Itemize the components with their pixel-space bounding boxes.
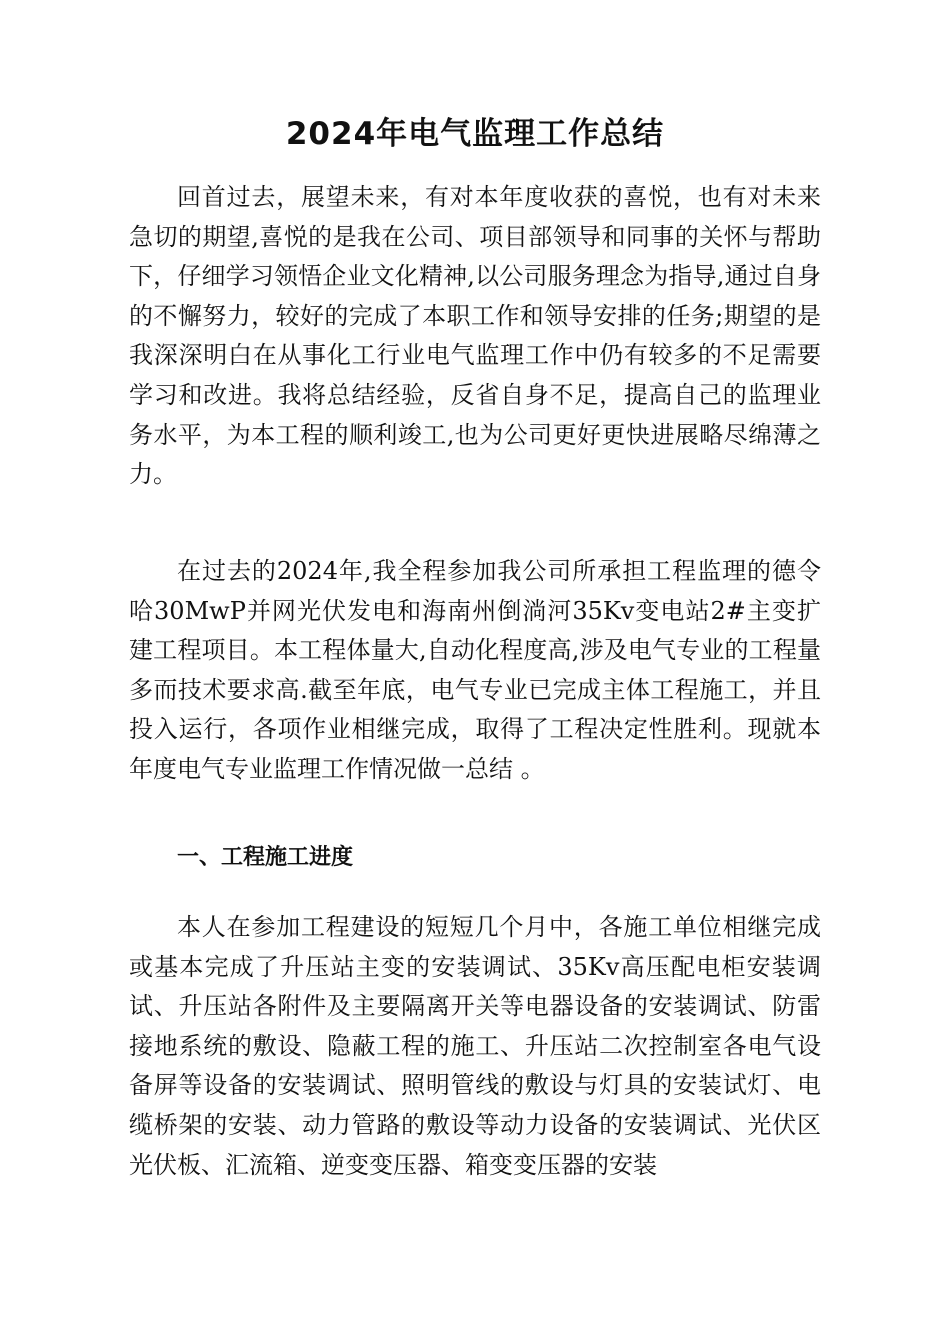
document-title: 2024年电气监理工作总结 [285, 116, 665, 152]
paragraph-project-overview: 在过去的2024年,我全程参加我公司所承担工程监理的德令哈30MwP并网光伏发电和海南州倒淌河35Kv变电站2#主变扩建工程项目。本工程体量大,自动化程度高,涉及电气专业的工程量多而技术要求高.截至年底，电气专业已完成主体工程施工，并且投入运行，各项作业相继完成，取得了工程决定性胜利。现就本年度电气专业监理工作情况做一总结 。 [129, 557, 821, 783]
paragraph-construction-progress: 本人在参加工程建设的短短几个月中，各施工单位相继完成或基本完成了升压站主变的安装调试、35Kv高压配电柜安装调试、升压站各附件及主要隔离开关等电器设备的安装调试、防雷接地系统的敷设、隐蔽工程的施工、升压站二次控制室各电气设备屏等设备的安装调试、照明管线的敷设与灯具的安装试灯、电缆桥架的安装、动力管路的敷设等动力设备的安装调试、光伏区光伏板、汇流箱、逆变变压器、箱变变压器的安装 [129, 913, 821, 1179]
section-heading-construction-progress: 一、工程施工进度 [177, 845, 354, 870]
paragraph-intro: 回首过去，展望未来，有对本年度收获的喜悦，也有对未来急切的期望,喜悦的是我在公司、项目部领导和同事的关怀与帮助下，仔细学习领悟企业文化精神,以公司服务理念为指导,通过自身的不懈努力，较好的完成了本职工作和领导安排的任务;期望的是我深深明白在从事化工行业电气监理工作中仍有较多的不足需要学习和改进。我将总结经验，反省自身不足，提高自己的监理业务水平，为本工程的顺利竣工,也为公司更好更快进展略尽绵薄之力。 [129, 183, 821, 489]
